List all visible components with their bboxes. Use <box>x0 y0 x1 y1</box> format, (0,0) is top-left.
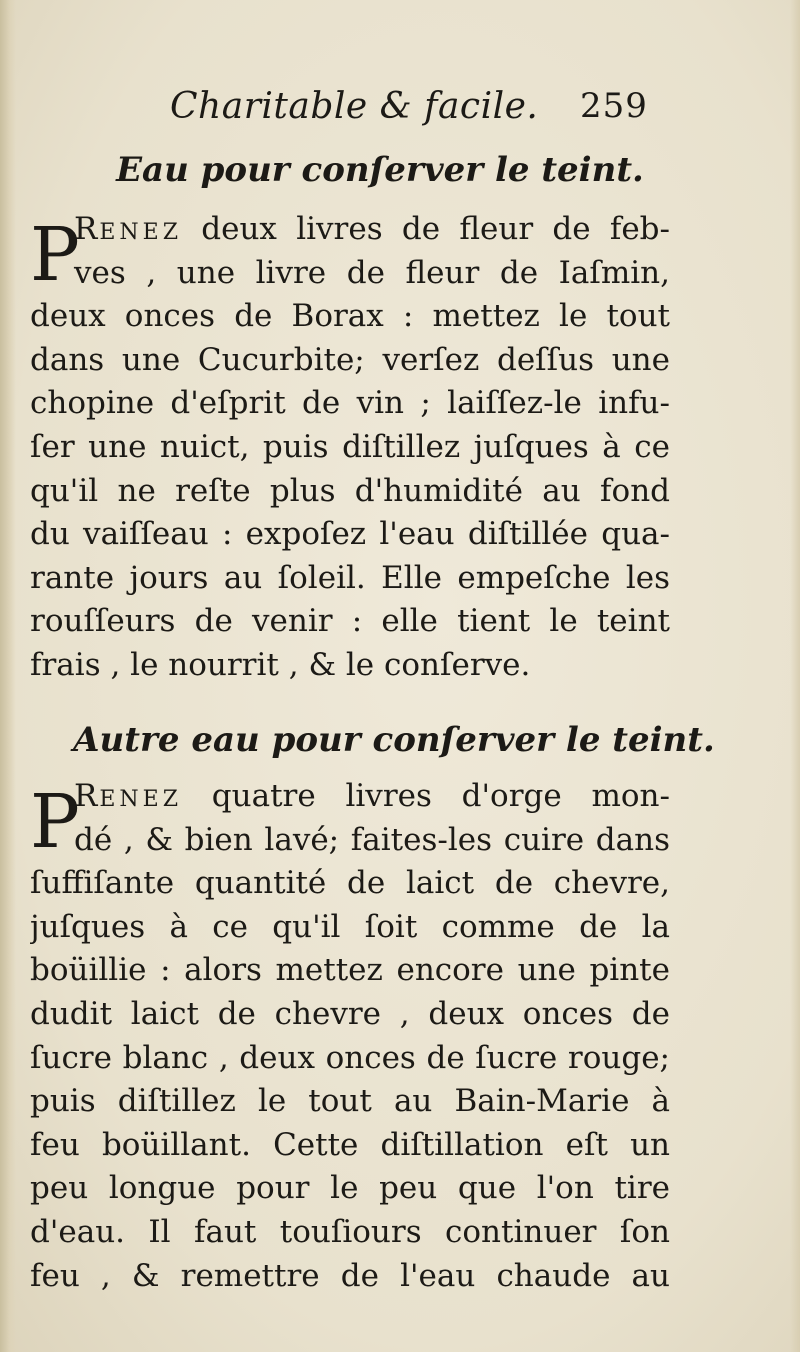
recipe-title: Eau pour conſerver le teint. <box>116 150 644 190</box>
text-line: peu longue pour le peu que l'on tire <box>30 1170 670 1207</box>
recipe-title: Autre eau pour conſerver le teint. <box>73 720 715 760</box>
text-line: juſques à ce qu'il ſoit comme de la <box>30 908 670 945</box>
page-number: 259 <box>580 86 648 126</box>
lead-small-caps: ENEZ <box>99 787 182 812</box>
text-line: feu boüillant. Cette diſtillation eſt un <box>30 1126 670 1163</box>
text-line: dans une Cucurbite; verſez deſſus une <box>30 341 670 378</box>
running-title: Charitable & facile. <box>170 86 539 127</box>
text-line <box>30 775 670 819</box>
page-edge <box>790 0 800 1352</box>
text-line: puis diſtillez le tout au Bain-Marie à <box>30 1083 670 1120</box>
text-line: qu'il ne reſte plus d'humidité au fond <box>30 472 670 509</box>
lead-small-caps: ENEZ <box>99 220 182 245</box>
page-header <box>170 86 670 134</box>
text-line: ves , une livre de fleur de Iaſmin, <box>74 254 670 291</box>
recipe-body <box>30 208 670 688</box>
recipe-body <box>30 775 670 1298</box>
text-line: chopine d'eſprit de vin ; laiſſez-le infu- <box>30 385 670 422</box>
lead-letter: R <box>74 778 100 814</box>
line-text: deux livres de fleur de feb- <box>201 211 670 247</box>
text-line: dé , & bien lavé; faites-les cuire dans <box>74 821 670 858</box>
text-line: ſucre blanc , deux onces de ſucre rouge; <box>30 1039 670 1076</box>
drop-cap: P <box>30 212 80 298</box>
text-line: deux onces de Borax : mettez le tout <box>30 298 670 335</box>
text-line <box>30 208 670 252</box>
text-line: ſer une nuict, puis diſtillez juſques à ce <box>30 428 670 465</box>
drop-cap: P <box>30 779 80 865</box>
line-text: quatre livres d'orge mon- <box>211 778 670 814</box>
text-line: dudit laict de chevre , deux onces de <box>30 995 670 1032</box>
text-line: du vaiſſeau : expoſez l'eau diſtillée qua- <box>30 516 670 553</box>
text-line: rouſſeurs de venir : elle tient le teint <box>30 603 670 640</box>
lead-letter: R <box>74 211 100 247</box>
text-line: d'eau. Il faut touſiours continuer ſon <box>30 1213 670 1250</box>
text-line: ſuffiſante quantité de laict de chevre, <box>30 865 670 902</box>
text-line: feu , & remettre de l'eau chaude au <box>30 1257 670 1294</box>
text-line: boüillie : alors mettez encore une pinte <box>30 952 670 989</box>
text-line: rante jours au ſoleil. Elle empeſche les <box>30 559 670 596</box>
page-gutter <box>0 0 16 1352</box>
text-line: frais , le nourrit , & le conſerve. <box>30 646 531 683</box>
